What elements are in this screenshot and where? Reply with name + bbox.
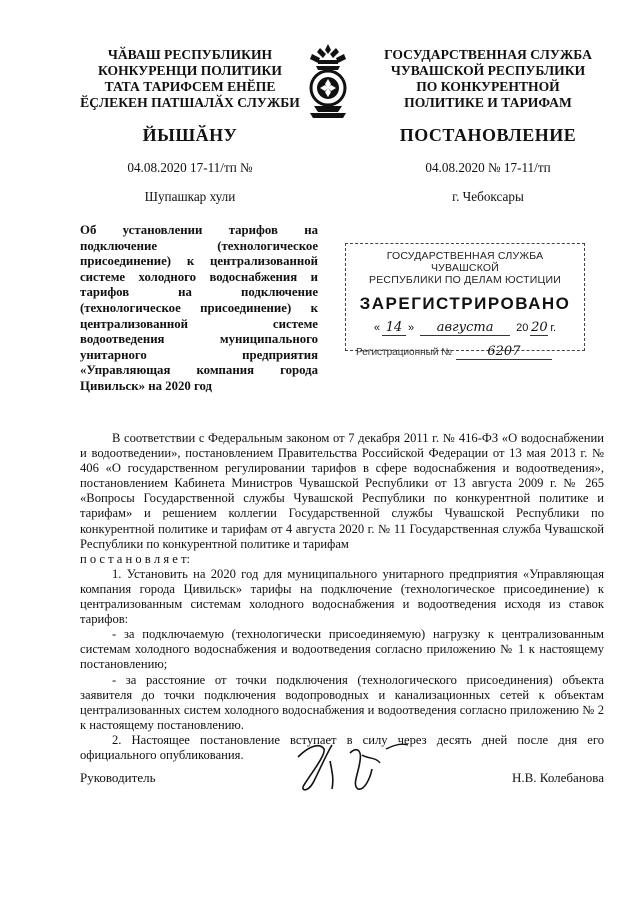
subject-line: унитарного предприятия xyxy=(80,347,318,362)
subject-line: присоединение) к централизованной xyxy=(80,254,318,269)
handwritten-signature xyxy=(290,735,420,795)
date-number-left: 04.08.2020 17-11/тп № xyxy=(127,160,253,175)
stamp-year-prefix: 20 xyxy=(516,322,529,334)
stamp-title: ЗАРЕГИСТРИРОВАНО xyxy=(359,294,571,313)
registration-stamp xyxy=(345,243,585,359)
stamp-line: РЕСПУБЛИКИ ПО ДЕЛАМ ЮСТИЦИИ xyxy=(369,274,561,286)
header-left-line: ТАТА ТАРИФСЕМ ЕНӖПЕ xyxy=(104,79,276,94)
stamp-year: 20 xyxy=(531,320,548,335)
stamp-reg-label: Регистрационный № xyxy=(356,347,452,358)
header-left-line: КОНКУРЕНЦИ ПОЛИТИКИ xyxy=(98,63,282,78)
subject-line: (технологическое присоединение) к xyxy=(80,300,318,315)
subject-line: системе холодного водоснабжения и xyxy=(80,269,318,284)
doc-type-left: ЙЫШӐНУ xyxy=(142,125,238,145)
chuvash-emblem-icon xyxy=(298,40,358,122)
body-paragraph: В соответствии с Федеральным законом от 7 декабря 2011 г. № 416-ФЗ «О водоснабжении и водоотведении», постановлением Правительства Российской Федерации от 13 мая 2013 г. № 406 «О государственном регулировании тарифов в сфере водоснабжения и водоотведения», постановлением Кабинета Министров Чувашской Республики от 13 августа 2009 г. № 265 «Вопросы Государственной службы Чувашской Республики по конкурентной политике и тарифам» и решением коллегии Государственной службы Чувашской Республики по конкурентной политике и тарифам от 4 августа 2020 г. № 11 Государственная служба Чувашской Республики по конкурентной политике и тарифам xyxy=(80,431,604,551)
subject-line: подключение (технологическое xyxy=(80,238,318,253)
header-right-line: ПОЛИТИКЕ И ТАРИФАМ xyxy=(404,95,572,110)
subject-line: Цивильск» на 2020 год xyxy=(80,378,212,393)
document-subject xyxy=(80,223,318,395)
subject-line: тарифов на подключение xyxy=(80,285,318,300)
document-body xyxy=(80,431,604,763)
date-number-right: 04.08.2020 № 17-11/тп xyxy=(425,160,551,175)
body-paragraph: - за расстояние от точки подключения (технологического присоединения) объекта заявителя до точки подключения водопроводных и канализационных сетей к объектам централизованных систем холодного водоснабжения и водоотведения согласно приложению № 2 к настоящему постановлению. xyxy=(80,672,604,732)
header-right-line: ПО КОНКУРЕНТНОЙ xyxy=(416,79,560,94)
doc-type-right: ПОСТАНОВЛЕНИЕ xyxy=(399,125,577,145)
stamp-quote-open: « xyxy=(373,322,380,334)
city-right: г. Чебоксары xyxy=(452,189,524,204)
postanovlyaet-text: п о с т а н о в л я е т: xyxy=(80,551,191,566)
subject-line: водоотведения муниципального xyxy=(80,332,318,347)
stamp-reg-row xyxy=(352,344,578,360)
stamp-quote-close: » xyxy=(408,322,415,334)
body-paragraph: 1. Установить на 2020 год для муниципального унитарного предприятия «Управляющая компания города Цивильск» тарифы на подключение (технологическое присоединение) к централизованным системам холодного водоснабжения и водоотведения исходя из ставок тарифов: xyxy=(80,566,604,627)
stamp-year-end: г. xyxy=(550,322,557,334)
signature-name: Н.В. Колебанова xyxy=(512,770,604,785)
city-left: Шупашкар хули xyxy=(144,189,236,204)
header-left xyxy=(70,47,310,111)
body-paragraph: 2. Настоящее постановление вступает в силу через десять дней после дня его официального опубликования. xyxy=(80,732,604,762)
body-paragraph: - за подключаемую (технологически присоединяемую) нагрузку к централизованным системам холодного водоснабжения и водоотведения согласно приложению № 1 к настоящему постановлению; xyxy=(80,627,604,672)
stamp-line: ГОСУДАРСТВЕННАЯ СЛУЖБА ЧУВАШСКОЙ xyxy=(386,250,544,274)
header-left-line: ӖҪЛЕКЕН ПАТШАЛӐХ СЛУЖБИ xyxy=(80,95,300,110)
subject-line: Об установлении тарифов на xyxy=(80,223,318,237)
subject-line: «Управляющая компания города xyxy=(80,363,318,378)
stamp-day: 14 xyxy=(382,320,406,336)
stamp-date-row xyxy=(352,320,578,336)
stamp-reg-number: 6207 xyxy=(456,344,552,360)
signature-role: Руководитель xyxy=(80,770,156,785)
header-right-line: ЧУВАШСКОЙ РЕСПУБЛИКИ xyxy=(390,63,586,78)
header-left-line: ЧӐВАШ РЕСПУБЛИКИН xyxy=(107,47,273,62)
header-right xyxy=(372,47,604,111)
stamp-month: августа xyxy=(420,320,510,336)
header-right-line: ГОСУДАРСТВЕННАЯ СЛУЖБА xyxy=(384,47,592,62)
subject-line: централизованной системе xyxy=(80,316,318,331)
